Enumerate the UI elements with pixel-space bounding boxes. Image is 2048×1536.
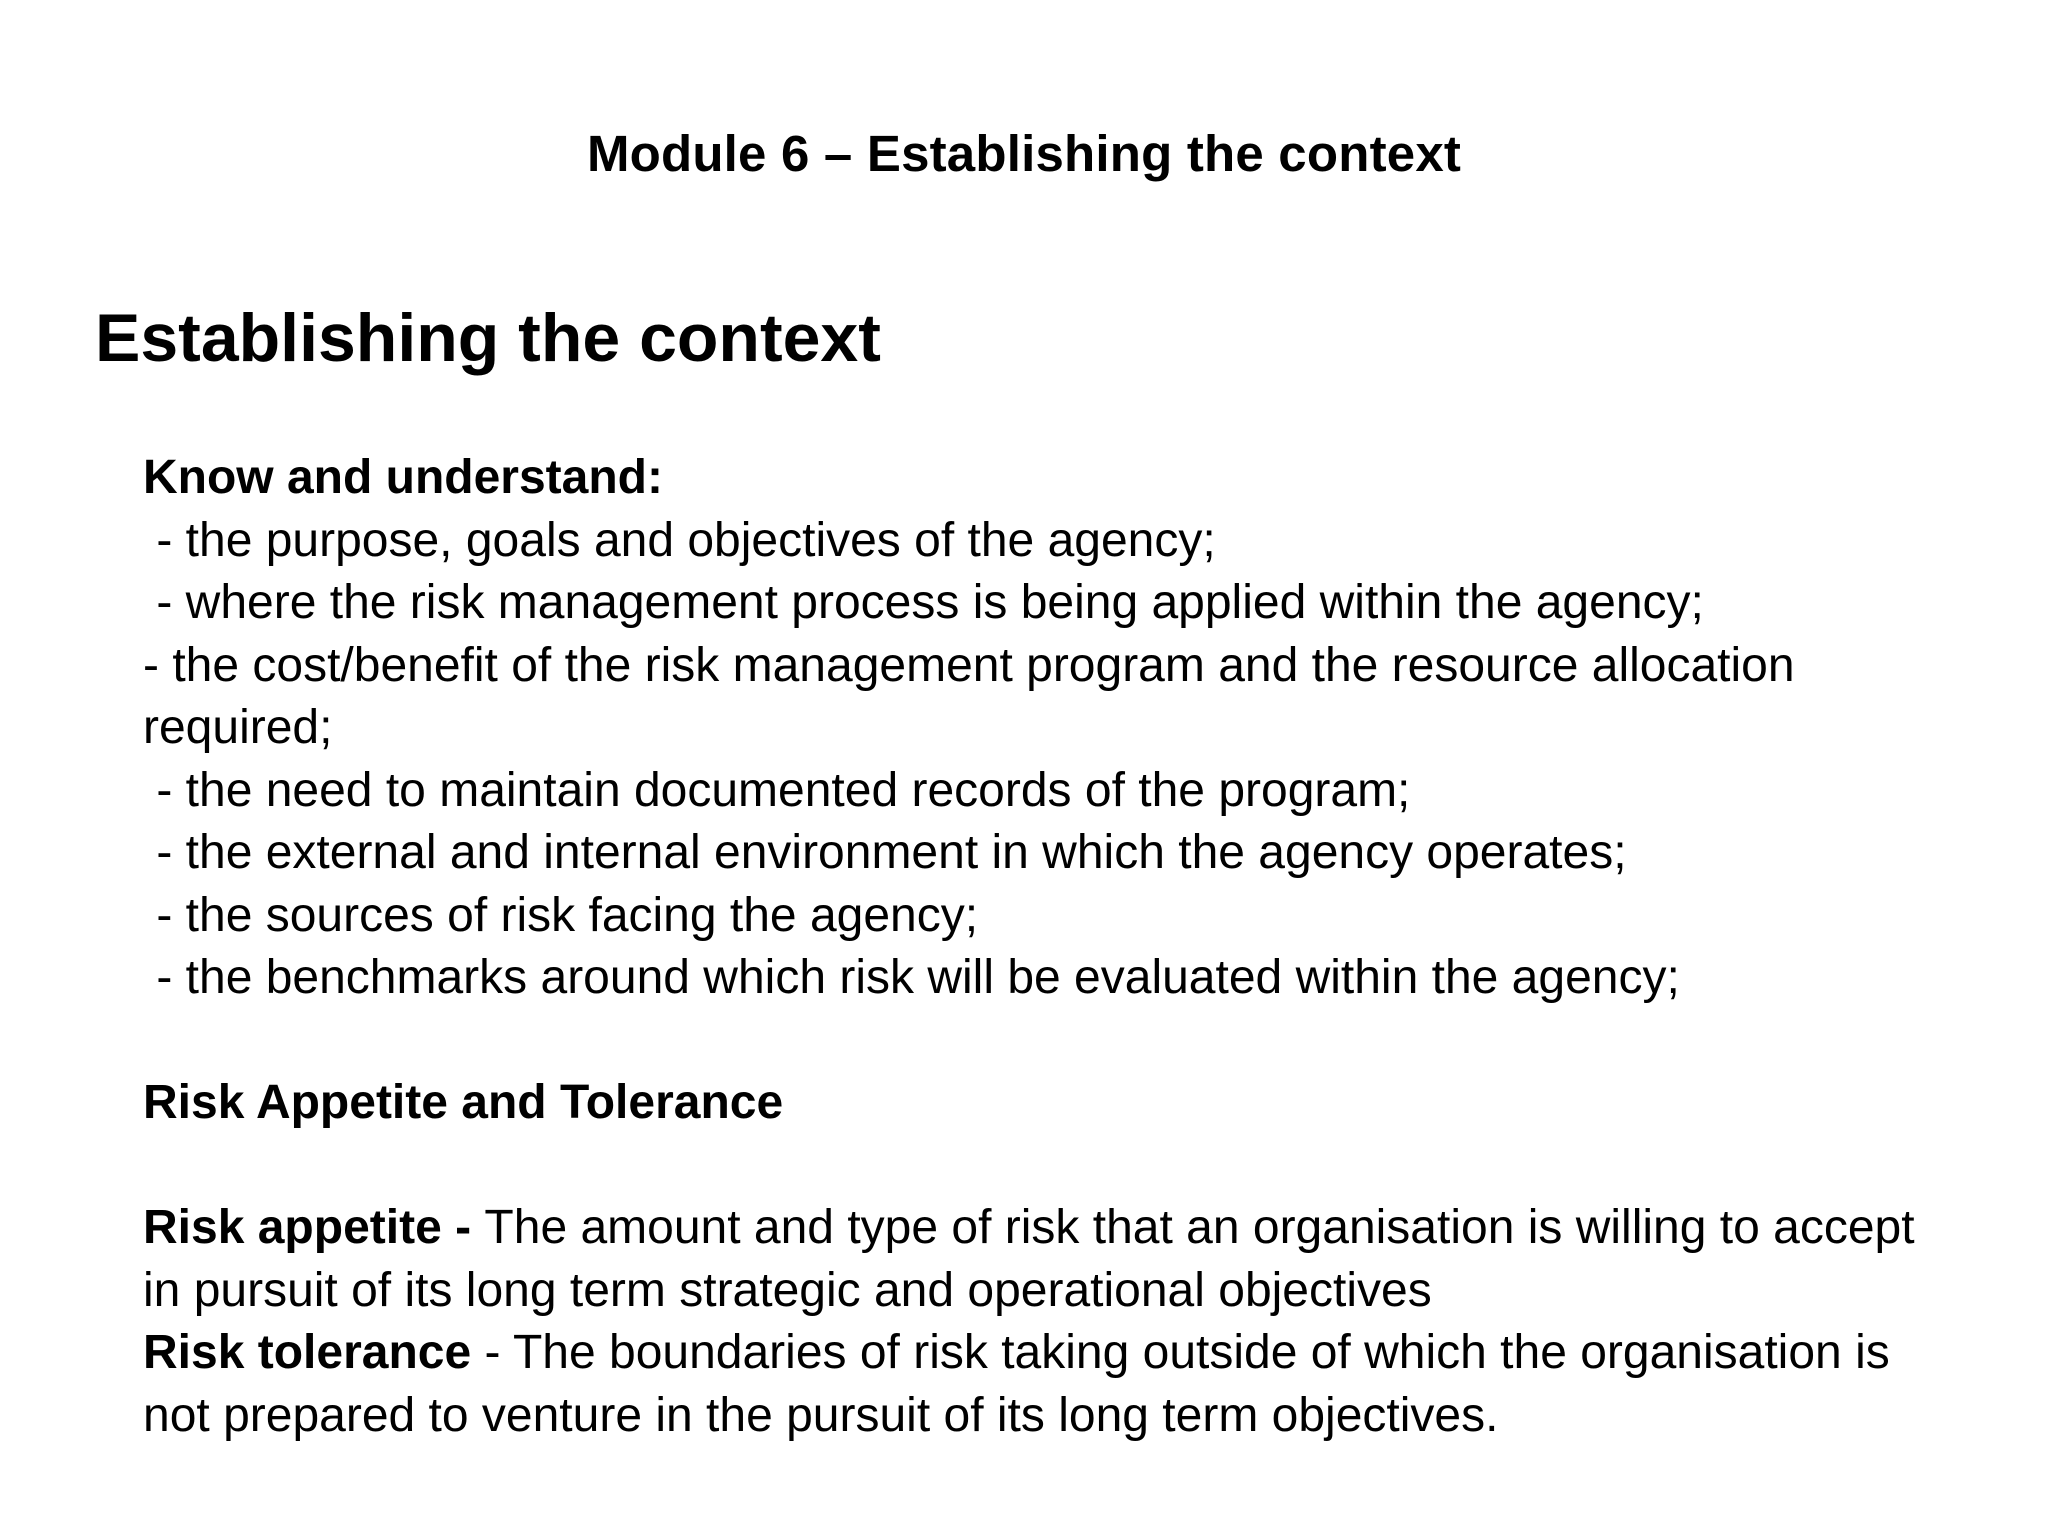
section-title: Establishing the context (95, 300, 881, 376)
module-title: Module 6 – Establishing the context (586, 125, 1462, 182)
know-item: - where the risk management process is being applied within the agency; (143, 576, 1704, 629)
know-item: - the external and internal environment in which the agency operates; (143, 826, 1627, 879)
risk-tolerance-term: Risk tolerance (143, 1326, 472, 1379)
know-item: - the need to maintain documented records of the program; (143, 763, 1411, 817)
know-item: - the cost/benefit of the risk management program and the resource allocation required; (143, 638, 1795, 754)
risk-appetite-definition (143, 1197, 1933, 1322)
risk-heading: Risk Appetite and Tolerance (143, 1076, 784, 1129)
spacer (143, 1135, 1933, 1198)
risk-appetite-term: Risk appetite - (143, 1201, 485, 1254)
know-item: - the sources of risk facing the agency; (143, 888, 979, 942)
know-heading: Know and understand: (143, 451, 663, 504)
risk-tolerance-text: - The boundaries of risk taking outside of which the organisation is not prepared to venture in the pursuit of its long term objectives. (143, 1326, 1890, 1442)
content-body (143, 447, 1933, 1447)
risk-tolerance-definition (143, 1322, 1933, 1447)
know-item: - the purpose, goals and objectives of the agency; (143, 513, 1216, 567)
risk-appetite-text: The amount and type of risk that an organisation is willing to accept in pursuit of its long term strategic and operational objectives (143, 1201, 1915, 1317)
know-item: - the benchmarks around which risk will be evaluated within the agency; (143, 951, 1680, 1004)
spacer (143, 1010, 1933, 1073)
